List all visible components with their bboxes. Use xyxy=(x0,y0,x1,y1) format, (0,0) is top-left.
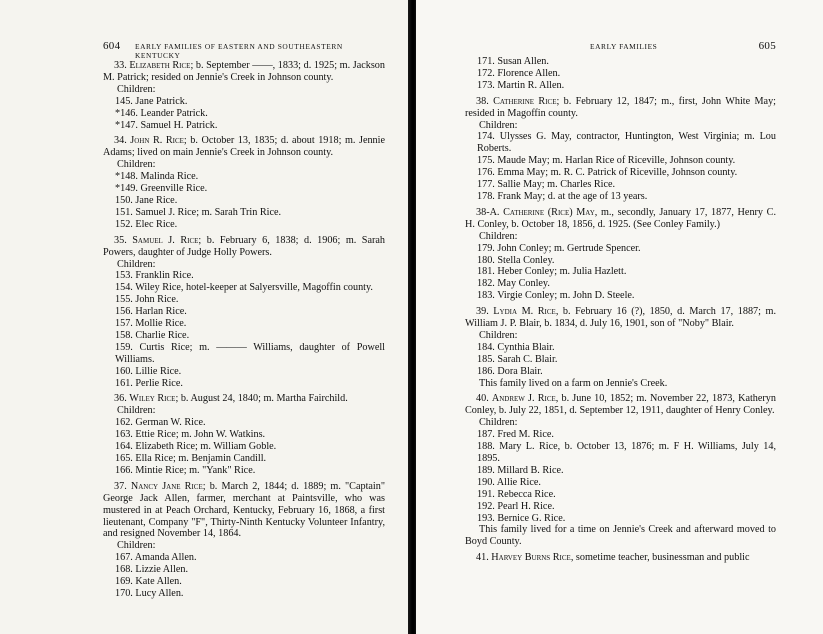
family-entry xyxy=(465,552,776,564)
person-name: Harvey Burns Rice xyxy=(491,552,571,564)
entry-number: 38. xyxy=(476,95,489,107)
child-list-item: 164. Elizabeth Rice; m. William Goble. xyxy=(115,441,277,453)
entry-number: 34. xyxy=(114,135,127,147)
children-heading: Children: xyxy=(479,329,518,341)
family-entry xyxy=(465,207,776,231)
child-list-item: 168. Lizzie Allen. xyxy=(115,564,188,576)
right-page-header xyxy=(465,40,776,56)
child-list-item: 185. Sarah C. Blair. xyxy=(477,353,558,365)
child-list-item: 161. Perlie Rice. xyxy=(115,377,183,389)
entry-number: 35. xyxy=(114,234,127,246)
running-title: EARLY FAMILIES OF EASTERN AND SOUTHEASTERN KENTUCKY xyxy=(135,42,343,60)
entry-number: 38-A. xyxy=(476,206,500,218)
right-page-body xyxy=(465,56,776,564)
child-list-item: 162. German W. Rice. xyxy=(115,417,206,429)
entry-number: 36. xyxy=(114,393,127,405)
child-list-item: 180. Stella Conley. xyxy=(477,254,555,266)
child-list-item: 177. Sallie May; m. Charles Rice. xyxy=(477,179,616,191)
person-name: Wiley Rice xyxy=(129,393,176,405)
child-list-item: 192. Pearl H. Rice. xyxy=(477,500,555,512)
family-entry xyxy=(465,96,776,120)
children-heading: Children: xyxy=(117,159,156,171)
left-column xyxy=(103,40,385,600)
child-list-item: 166. Mintie Rice; m. "Yank" Rice. xyxy=(115,464,256,476)
child-list-item: 150. Jane Rice. xyxy=(115,194,178,206)
family-entry xyxy=(103,60,385,84)
child-list-item: 163. Ettie Rice; m. John W. Watkins. xyxy=(115,429,266,441)
child-list-item: 155. John Rice. xyxy=(115,294,179,306)
right-column xyxy=(465,40,776,564)
child-list-item: *149. Greenville Rice. xyxy=(115,183,208,195)
entry-number: 41. xyxy=(476,552,489,564)
entry-text: , b. February 16 (?), 1850, d. March 17, 1887; m. William J. P. Blair, b. 1834, d. July 16, 1901, son of "Noby" Blair. xyxy=(465,306,776,330)
child-list-item: 145. Jane Patrick. xyxy=(115,95,188,107)
child-list-item: 176. Emma May; m. R. C. Patrick of Riceville, Johnson county. xyxy=(477,167,738,179)
page-number: 605 xyxy=(758,40,776,52)
child-list-item: 167. Amanda Allen. xyxy=(115,552,197,564)
family-entry xyxy=(103,235,385,259)
children-heading: Children: xyxy=(117,405,156,417)
child-list-item: 175. Maude May; m. Harlan Rice of Riceville, Johnson county. xyxy=(477,155,736,167)
entry-text: ; b. August 24, 1840; m. Martha Fairchild. xyxy=(175,393,348,405)
family-entry xyxy=(103,135,385,159)
child-list-item: 189. Millard B. Rice. xyxy=(477,464,564,476)
family-entry xyxy=(103,393,385,405)
family-entry xyxy=(103,481,385,541)
page-number: 604 xyxy=(103,40,121,52)
person-name: Samuel J. Rice xyxy=(132,234,199,246)
entry-number: 37. xyxy=(114,480,127,492)
child-list-item: 159. Curtis Rice; m. ——— Williams, daughter of Powell Williams. xyxy=(115,341,385,365)
entry-text: ; b. February 12, 1847; m., first, John White May; resided in Magoffin county. xyxy=(465,95,776,119)
entry-text: ; b. March 2, 1844; d. 1889; m. "Captain" George Jack Allen, farmer, merchant at Paintsville, who was mustered in at Peach Orchard, Kentucky, February 16, 1868, a first lieutenant, Company "F", Thirty-Ninth Kentucky Volunteer Infantry, and resigned November 14, 1864. xyxy=(103,480,385,540)
child-list-item: 157. Mollie Rice. xyxy=(115,318,187,330)
children-heading: Children: xyxy=(117,83,156,95)
running-title: EARLY FAMILIES xyxy=(590,42,658,51)
person-name: Catherine Rice xyxy=(493,95,557,107)
child-list-item: 183. Virgie Conley; m. John D. Steele. xyxy=(477,290,635,302)
entry-number: 33. xyxy=(114,60,127,71)
child-list-item: 152. Elec Rice. xyxy=(115,218,178,230)
child-list-item: 181. Heber Conley; m. Julia Hazlett. xyxy=(477,266,627,278)
child-list-item: 193. Bernice G. Rice. xyxy=(477,512,566,524)
children-heading: Children: xyxy=(117,540,156,552)
child-list-item: 191. Rebecca Rice. xyxy=(477,488,556,500)
family-entry xyxy=(465,393,776,417)
child-list-item: *148. Malinda Rice. xyxy=(115,171,199,183)
family-entry xyxy=(465,306,776,330)
child-list-item: 153. Franklin Rice. xyxy=(115,270,194,282)
children-heading: Children: xyxy=(479,119,518,131)
entry-number: 40. xyxy=(476,393,489,405)
child-list-item: 160. Lillie Rice. xyxy=(115,365,182,377)
child-list-item: 187. Fred M. Rice. xyxy=(477,429,554,441)
children-heading: Children: xyxy=(117,258,156,270)
entry-number: 39. xyxy=(476,306,489,318)
entry-text: , sometime teacher, businessman and public xyxy=(570,552,750,564)
person-name: John R. Rice xyxy=(130,135,184,147)
child-list-item: 186. Dora Blair. xyxy=(477,365,543,377)
person-name: Elizabeth Rice xyxy=(129,60,191,71)
note-paragraph: This family lived on a farm on Jennie's Creek. xyxy=(479,377,668,389)
child-list-item: 182. May Conley. xyxy=(477,278,550,290)
entry-text: ; b. October 13, 1835; d. about 1918; m. Jennie Adams; lived on main Jennie's Creek in Johnson county. xyxy=(103,135,386,159)
child-list-item: 172. Florence Allen. xyxy=(477,67,561,79)
children-heading: Children: xyxy=(479,230,518,242)
child-list-item: 179. John Conley; m. Gertrude Spencer. xyxy=(477,242,641,254)
entry-text: ; b. September ——, 1833; d. 1925; m. Jackson M. Patrick; resided on Jennie's Creek in Johnson county. xyxy=(103,60,385,83)
children-heading: Children: xyxy=(479,417,518,429)
child-list-item: 188. Mary L. Rice, b. October 13, 1876; m. F H. Williams, July 14, 1895. xyxy=(477,441,776,464)
left-page-header xyxy=(103,40,385,60)
child-list-item: 178. Frank May; d. at the age of 13 years. xyxy=(477,190,648,202)
child-list-item: 171. Susan Allen. xyxy=(477,56,549,67)
note-paragraph: This family lived for a time on Jennie's Creek and afterward moved to Boyd County. xyxy=(465,524,776,548)
child-list-item: 184. Cynthia Blair. xyxy=(477,341,555,353)
entry-text: ; b. February 6, 1838; d. 1906; m. Sarah Powers, daughter of Judge Holly Powers. xyxy=(103,234,386,258)
person-name: Catherine (Rice) May xyxy=(503,206,595,218)
child-list-item: 173. Martin R. Allen. xyxy=(477,79,565,91)
left-page-body xyxy=(103,60,385,600)
child-list-item: 158. Charlie Rice. xyxy=(115,329,190,341)
child-list-item: *146. Leander Patrick. xyxy=(115,107,208,119)
entry-text: , m., secondly, January 17, 1877, Henry C. H. Conley, b. October 18, 1856, d. 1925. (See Conley Family.) xyxy=(465,206,776,230)
person-name: Nancy Jane Rice xyxy=(130,480,203,492)
child-list-item: 151. Samuel J. Rice; m. Sarah Trin Rice. xyxy=(115,206,282,218)
child-list-item: 154. Wiley Rice, hotel-keeper at Salyersville, Magoffin county. xyxy=(115,282,373,294)
child-list-item: 190. Allie Rice. xyxy=(477,476,541,488)
child-list-item: 174. Ulysses G. May, contractor, Huntington, West Virginia; m. Lou Roberts. xyxy=(477,131,776,155)
child-list-item: 169. Kate Allen. xyxy=(115,576,182,588)
child-list-item: *147. Samuel H. Patrick. xyxy=(115,119,218,131)
person-name: Andrew J. Rice xyxy=(491,393,556,405)
entry-text: , b. June 10, 1852; m. November 22, 1873, Katheryn Conley, b. July 22, 1851, d. September 12, 1911, daughter of Henry Conley. xyxy=(465,393,776,417)
person-name: Lydia M. Rice xyxy=(493,306,556,318)
child-list-item: 165. Ella Rice; m. Benjamin Candill. xyxy=(115,453,267,464)
child-list-item: 170. Lucy Allen. xyxy=(115,587,184,599)
child-list-item: 156. Harlan Rice. xyxy=(115,306,187,318)
